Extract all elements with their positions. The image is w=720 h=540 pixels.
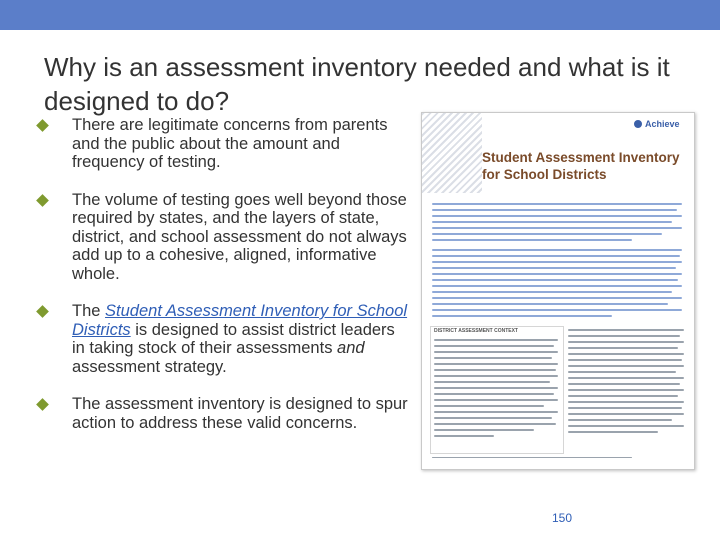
doc-text-line: [432, 303, 668, 305]
doc-text-line: [432, 239, 632, 241]
doc-text-line: [432, 309, 682, 311]
document-cover-image: [421, 112, 695, 470]
doc-text-line: [432, 285, 682, 287]
bullet-item: [36, 116, 412, 172]
doc-text-line: [432, 267, 676, 269]
doc-text-line: [432, 255, 680, 257]
doc-text-line: [434, 411, 558, 413]
diamond-bullet-icon: [36, 194, 49, 207]
slide-title: Why is an assessment inventory needed and what is it designed to do?: [44, 52, 670, 116]
doc-text-line: [568, 365, 684, 367]
doc-text-line: [568, 335, 680, 337]
doc-text-line: [434, 417, 552, 419]
doc-text-line: [434, 393, 554, 395]
doc-text-line: [568, 347, 678, 349]
doc-text-line: [432, 227, 682, 229]
doc-text-line: [568, 431, 658, 433]
doc-text-line: [568, 425, 684, 427]
diamond-bullet-icon: [36, 119, 49, 132]
doc-text-line: [568, 413, 684, 415]
bullet-item: [36, 302, 412, 376]
doc-text-line: [434, 351, 558, 353]
document-logo: [634, 119, 680, 129]
diamond-bullet-icon: [36, 398, 49, 411]
doc-text-line: [434, 381, 550, 383]
doc-text-line: [568, 395, 678, 397]
doc-text-line: [432, 203, 682, 205]
doc-text-line: [568, 419, 672, 421]
doc-text-line: [432, 279, 678, 281]
doc-text-line: [434, 399, 558, 401]
context-box-title: DISTRICT ASSESSMENT CONTEXT: [434, 328, 518, 334]
doc-text-line: [432, 315, 612, 317]
doc-text-line: [432, 297, 682, 299]
doc-text-line: [434, 357, 552, 359]
bullet-item: [36, 191, 412, 284]
doc-text-line: [434, 423, 556, 425]
bullet-text: The volume of testing goes well beyond those required by states, and the layers of state, district, and school assessment do not always add up to a cohesive, aligned, informative whole.: [72, 190, 407, 283]
decorative-stripes: [422, 113, 482, 193]
page-number: 150: [552, 511, 573, 525]
doc-text-line: [432, 273, 682, 275]
doc-text-line: [568, 371, 676, 373]
doc-text-line: [434, 339, 558, 341]
bullet-text: There are legitimate concerns from parents and the public about the amount and frequency of testing.: [72, 116, 388, 171]
bullet-text: The assessment inventory is designed to spur action to address these valid concerns.: [72, 395, 408, 432]
doc-text-line: [568, 383, 680, 385]
document-title: Student Assessment Inventory for School Districts: [482, 150, 680, 182]
doc-text-line: [568, 377, 684, 379]
doc-text-line: [434, 405, 544, 407]
doc-text-line: [568, 401, 684, 403]
doc-text-line: [432, 291, 672, 293]
doc-text-line: [432, 221, 672, 223]
doc-text-line: [568, 389, 684, 391]
doc-text-line: [568, 353, 684, 355]
bullet-text-mid: is designed to assist district leaders in taking stock of their assessments: [72, 320, 395, 357]
bullet-text-pre: The: [72, 302, 106, 320]
doc-text-line: [568, 341, 684, 343]
document-logo-text: Achieve: [645, 119, 680, 129]
bullet-list: [36, 116, 412, 432]
doc-text-line: [434, 363, 558, 365]
achieve-logo-icon: [634, 120, 642, 128]
doc-text-line: [432, 233, 662, 235]
doc-text-line: [434, 435, 494, 437]
bullet-text-emphasis: and: [337, 339, 365, 357]
doc-text-line: [432, 215, 682, 217]
bullet-text-post: assessment strategy.: [72, 357, 227, 376]
doc-text-line: [568, 329, 684, 331]
doc-text-line: [434, 387, 558, 389]
doc-text-line: [568, 359, 682, 361]
diamond-bullet-icon: [36, 305, 49, 318]
top-accent-bar: [0, 0, 720, 30]
doc-footer-line: [432, 457, 632, 458]
doc-text-line: [434, 369, 556, 371]
student-assessment-inventory-link[interactable]: Student Assessment Inventory for School Districts: [72, 302, 408, 339]
bullet-item: [36, 395, 412, 432]
doc-text-line: [434, 345, 554, 347]
doc-text-line: [434, 375, 558, 377]
doc-text-line: [568, 407, 682, 409]
doc-text-line: [432, 249, 682, 251]
doc-text-line: [432, 261, 682, 263]
doc-text-line: [434, 429, 534, 431]
doc-text-line: [432, 209, 677, 211]
